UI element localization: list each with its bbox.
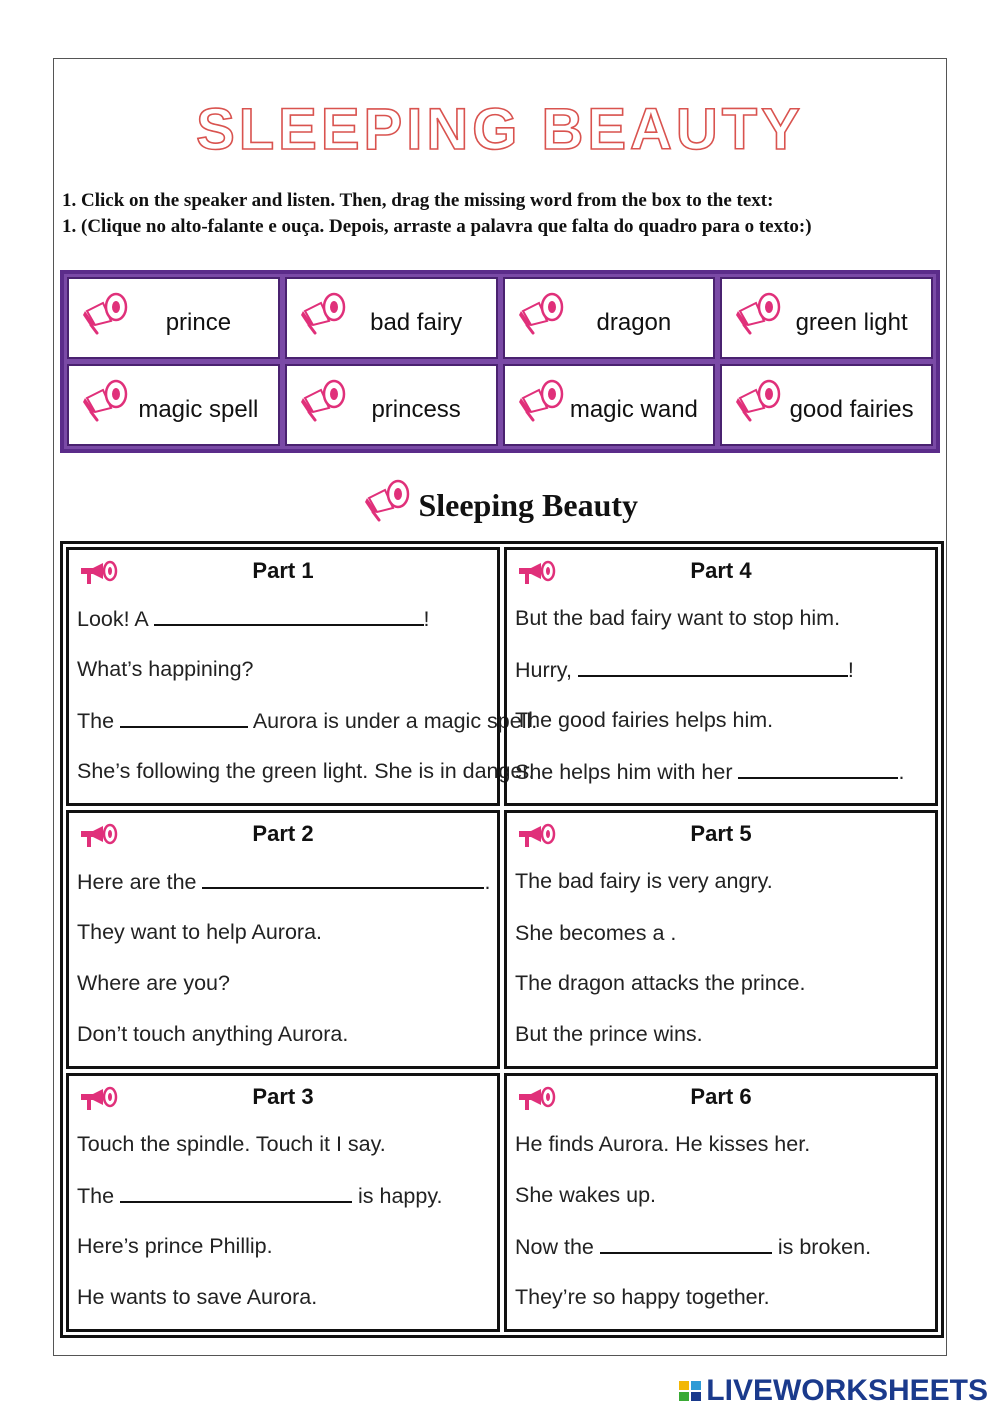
word-bank bbox=[60, 270, 940, 453]
line-text: He wants to save Aurora. bbox=[77, 1285, 318, 1309]
story-part bbox=[504, 1073, 938, 1332]
story-line bbox=[515, 759, 904, 785]
line-text: Here’s prince Phillip. bbox=[77, 1234, 273, 1258]
footer-brand bbox=[678, 1374, 988, 1408]
line-text-after: is broken. bbox=[771, 1235, 872, 1259]
line-text: What’s happining? bbox=[77, 657, 254, 681]
line-text: They’re so happy together. bbox=[515, 1285, 770, 1309]
story-line bbox=[515, 920, 676, 946]
story-line bbox=[515, 1183, 656, 1208]
story-line bbox=[77, 1234, 273, 1259]
line-text: Now the bbox=[515, 1235, 600, 1259]
worksheet-title: SLEEPING BEAUTY bbox=[196, 97, 804, 162]
story-line bbox=[77, 1183, 442, 1209]
word-tile[interactable] bbox=[720, 277, 933, 359]
part-title: Part 2 bbox=[252, 821, 314, 846]
word-tile[interactable] bbox=[67, 364, 280, 446]
line-text: Touch the spindle. Touch it I say. bbox=[77, 1132, 386, 1156]
story-line bbox=[515, 1022, 703, 1047]
line-text: She becomes a bbox=[515, 921, 671, 945]
word-label: dragon bbox=[596, 309, 672, 336]
line-text: She helps him with her bbox=[515, 760, 739, 784]
line-text: The good fairies helps him. bbox=[515, 708, 774, 732]
word-label: bad fairy bbox=[370, 309, 463, 336]
word-tile[interactable] bbox=[285, 277, 498, 359]
brand-name: LIVEWORKSHEETS bbox=[706, 1374, 988, 1407]
story-title: Sleeping Beauty bbox=[418, 487, 639, 523]
line-text: The bbox=[77, 1184, 121, 1208]
word-tile[interactable] bbox=[285, 364, 498, 446]
line-text: Where are you? bbox=[77, 971, 230, 995]
story-part bbox=[66, 547, 538, 806]
instruction-en: 1. Click on the speaker and listen. Then, drag the missing word from the box to the text: bbox=[62, 190, 774, 211]
part-title: Part 4 bbox=[690, 558, 752, 583]
story-line bbox=[77, 971, 230, 996]
line-text: The bad fairy is very angry. bbox=[515, 869, 773, 893]
part-title: Part 6 bbox=[690, 1084, 752, 1109]
story-grid bbox=[60, 541, 944, 1338]
line-text-after: . bbox=[484, 870, 491, 894]
part-title: Part 1 bbox=[252, 558, 314, 583]
drop-blank[interactable] bbox=[120, 708, 248, 728]
line-text: She’s following the green light. She is in danger. bbox=[77, 759, 535, 783]
story-line bbox=[515, 1234, 871, 1260]
story-line bbox=[77, 920, 322, 945]
line-text: But the prince wins. bbox=[515, 1022, 703, 1046]
story-part bbox=[504, 547, 938, 806]
line-text-after: . bbox=[898, 760, 905, 784]
story-line bbox=[77, 1132, 386, 1157]
story-line bbox=[515, 869, 773, 894]
story-line bbox=[515, 657, 854, 683]
line-text: The dragon attacks the prince. bbox=[515, 971, 806, 995]
line-text-after: . bbox=[670, 921, 677, 945]
story-line bbox=[515, 1132, 810, 1157]
line-text-after: ! bbox=[847, 658, 854, 682]
part-title: Part 3 bbox=[252, 1084, 314, 1109]
word-label: prince bbox=[165, 309, 232, 336]
line-text: Don’t touch anything Aurora. bbox=[77, 1022, 349, 1046]
line-text: He finds Aurora. He kisses her. bbox=[515, 1132, 811, 1156]
word-tile[interactable] bbox=[503, 277, 716, 359]
drop-blank[interactable] bbox=[600, 1234, 772, 1254]
word-label: good fairies bbox=[789, 396, 914, 423]
drop-blank[interactable] bbox=[202, 869, 484, 889]
line-text-after: Aurora is under a magic spell. bbox=[248, 709, 538, 733]
line-text: Look! A bbox=[77, 607, 154, 631]
story-line bbox=[515, 1285, 770, 1310]
part-title: Part 5 bbox=[690, 821, 752, 846]
line-text: Hurry, bbox=[515, 658, 578, 682]
story-part bbox=[66, 810, 500, 1069]
story-part bbox=[66, 1073, 500, 1332]
word-label: green light bbox=[795, 309, 908, 336]
story-line bbox=[77, 606, 430, 632]
word-tile[interactable] bbox=[67, 277, 280, 359]
liveworksheets-logo-icon bbox=[678, 1379, 702, 1403]
line-text-after: ! bbox=[423, 607, 430, 631]
line-text: The bbox=[77, 709, 121, 733]
line-text: They want to help Aurora. bbox=[77, 920, 323, 944]
line-text: But the bad fairy want to stop him. bbox=[515, 606, 841, 630]
drop-blank[interactable] bbox=[578, 657, 848, 677]
story-part bbox=[504, 810, 938, 1069]
story-line bbox=[77, 869, 490, 895]
word-tile[interactable] bbox=[503, 364, 716, 446]
instruction-pt: 1. (Clique no alto-falante e ouça. Depois, arraste a palavra que falta do quadro para o texto:) bbox=[62, 216, 812, 237]
drop-blank[interactable] bbox=[738, 759, 898, 779]
story-line bbox=[77, 708, 537, 734]
word-label: magic wand bbox=[569, 396, 698, 423]
story-line bbox=[515, 606, 840, 631]
story-line bbox=[77, 657, 254, 682]
story-line bbox=[77, 759, 534, 784]
drop-blank[interactable] bbox=[154, 606, 424, 626]
story-line bbox=[77, 1022, 348, 1047]
story-line bbox=[515, 708, 773, 733]
story-line bbox=[77, 1285, 317, 1310]
line-text-after: is happy. bbox=[352, 1184, 443, 1208]
line-text: Here are the bbox=[77, 870, 203, 894]
word-tile[interactable] bbox=[720, 364, 933, 446]
story-line bbox=[515, 971, 805, 996]
line-text: She wakes up. bbox=[515, 1183, 657, 1207]
story-heading bbox=[0, 478, 1000, 524]
word-label: magic spell bbox=[138, 396, 259, 423]
speaker-icon[interactable] bbox=[362, 478, 412, 522]
word-label: princess bbox=[371, 396, 461, 423]
drop-blank[interactable] bbox=[120, 1183, 352, 1203]
